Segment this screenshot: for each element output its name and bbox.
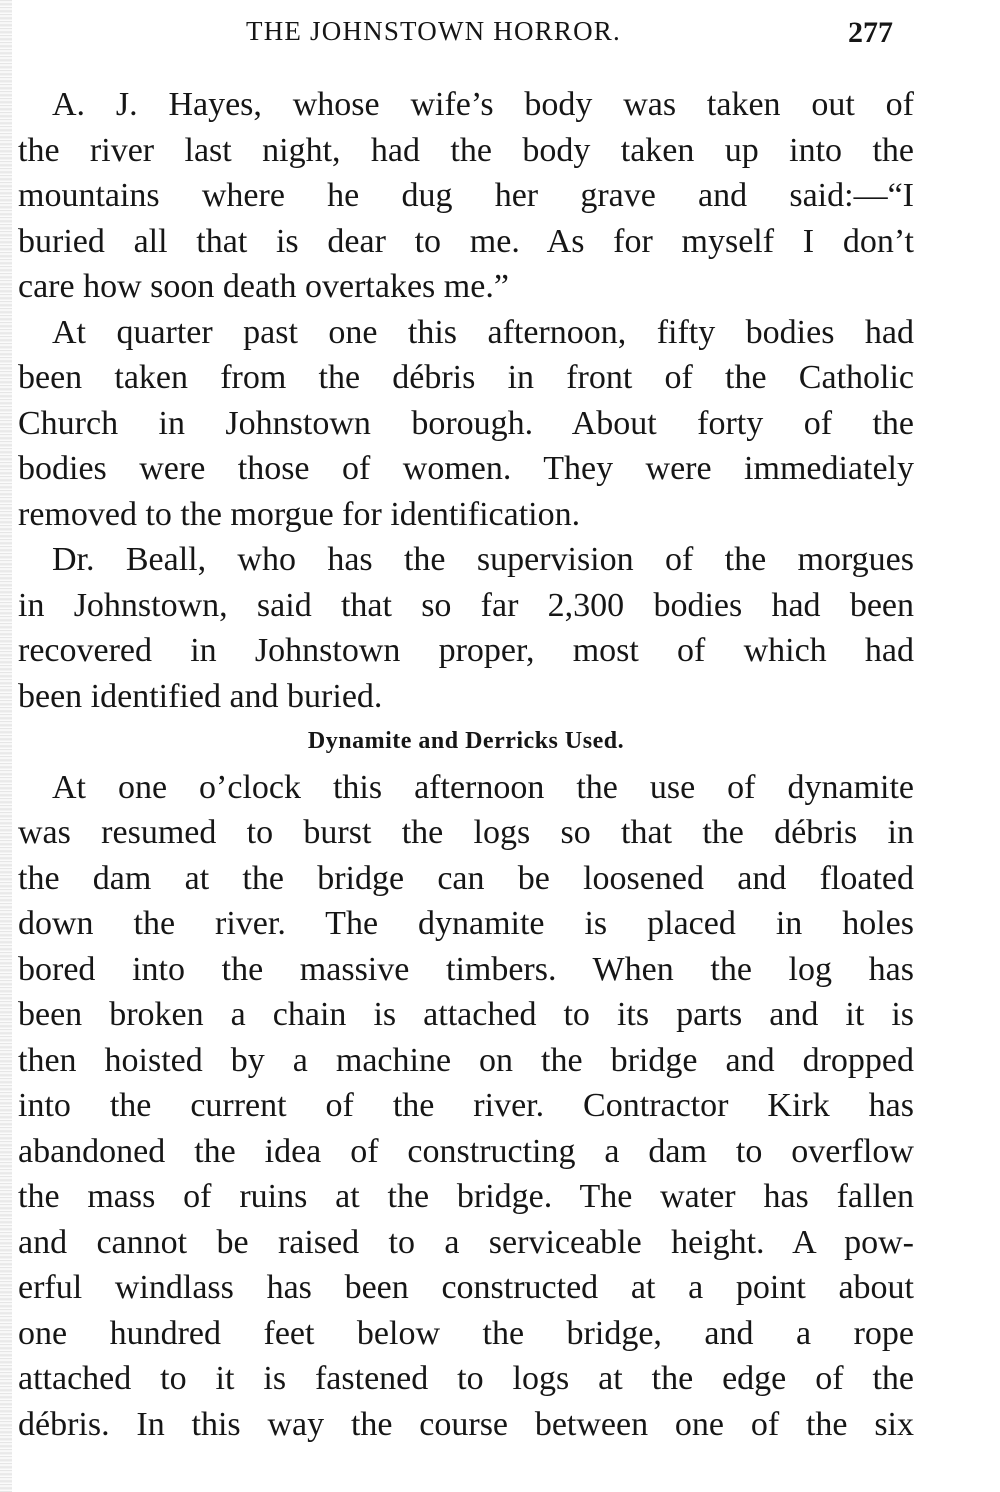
- text-line: Church in Johnstown borough. About forty of the: [18, 404, 914, 442]
- paragraph-catholic-church: [18, 310, 914, 538]
- text-line: been broken a chain is attached to its parts and it is: [18, 996, 914, 1033]
- text-line: in Johnstown, said that so far 2,300 bodies had been: [18, 586, 914, 624]
- text-line: then hoisted by a machine on the bridge and dropped: [18, 1041, 914, 1079]
- text-line: the dam at the bridge can be loosened and floated: [18, 859, 914, 897]
- text-line: mountains where he dug her grave and said:—“I: [18, 177, 914, 214]
- text-line: one hundred feet below the bridge, and a rope: [18, 1314, 914, 1352]
- text-line: been identified and buried.: [18, 677, 383, 715]
- running-header: [0, 16, 1000, 56]
- text-line: down the river. The dynamite is placed in holes: [18, 905, 914, 942]
- text-line: At quarter past one this afternoon, fifty bodies had: [52, 313, 914, 351]
- text-line: the mass of ruins at the bridge. The water has fallen: [18, 1178, 914, 1215]
- text-line: A. J. Hayes, whose wife’s body was taken out of: [52, 86, 914, 123]
- text-line: Dr. Beall, who has the supervision of the morgues: [52, 541, 914, 578]
- text-line: abandoned the idea of constructing a dam to overflow: [18, 1132, 914, 1170]
- text-line: was resumed to burst the logs so that the débris in: [18, 814, 914, 851]
- text-line: recovered in Johnstown proper, most of which had: [18, 632, 914, 669]
- text-line: erful windlass has been constructed at a point about: [18, 1269, 914, 1306]
- text-line: into the current of the river. Contractor Kirk has: [18, 1087, 914, 1124]
- page-number: 277: [848, 16, 893, 49]
- text-line: been taken from the débris in front of the Catholic: [18, 359, 914, 396]
- paragraph-dr-beall: [18, 537, 914, 719]
- text-line: the river last night, had the body taken up into the: [18, 131, 914, 169]
- running-title: THE JOHNSTOWN HORROR.: [246, 16, 621, 46]
- text-line: care how soon death overtakes me.”: [18, 268, 509, 305]
- section-subheading: Dynamite and Derricks Used.: [307, 728, 625, 754]
- text-line: removed to the morgue for identification.: [18, 495, 581, 533]
- paragraph-hayes: [18, 82, 914, 310]
- text-line: At one o’clock this afternoon the use of dynamite: [52, 768, 914, 806]
- text-line: bodies were those of women. They were immediately: [18, 450, 914, 487]
- page-gutter-shadow: [0, 0, 12, 1492]
- paragraph-dynamite: [18, 765, 914, 1448]
- text-line: débris. In this way the course between one of the six: [18, 1405, 914, 1443]
- text-line: attached to it is fastened to logs at the edge of the: [18, 1360, 914, 1397]
- text-line: buried all that is dear to me. As for myself I don’t: [18, 222, 914, 260]
- text-line: bored into the massive timbers. When the log has: [18, 950, 914, 988]
- text-line: and cannot be raised to a serviceable height. A pow-: [18, 1223, 914, 1261]
- body-text: [18, 82, 914, 1447]
